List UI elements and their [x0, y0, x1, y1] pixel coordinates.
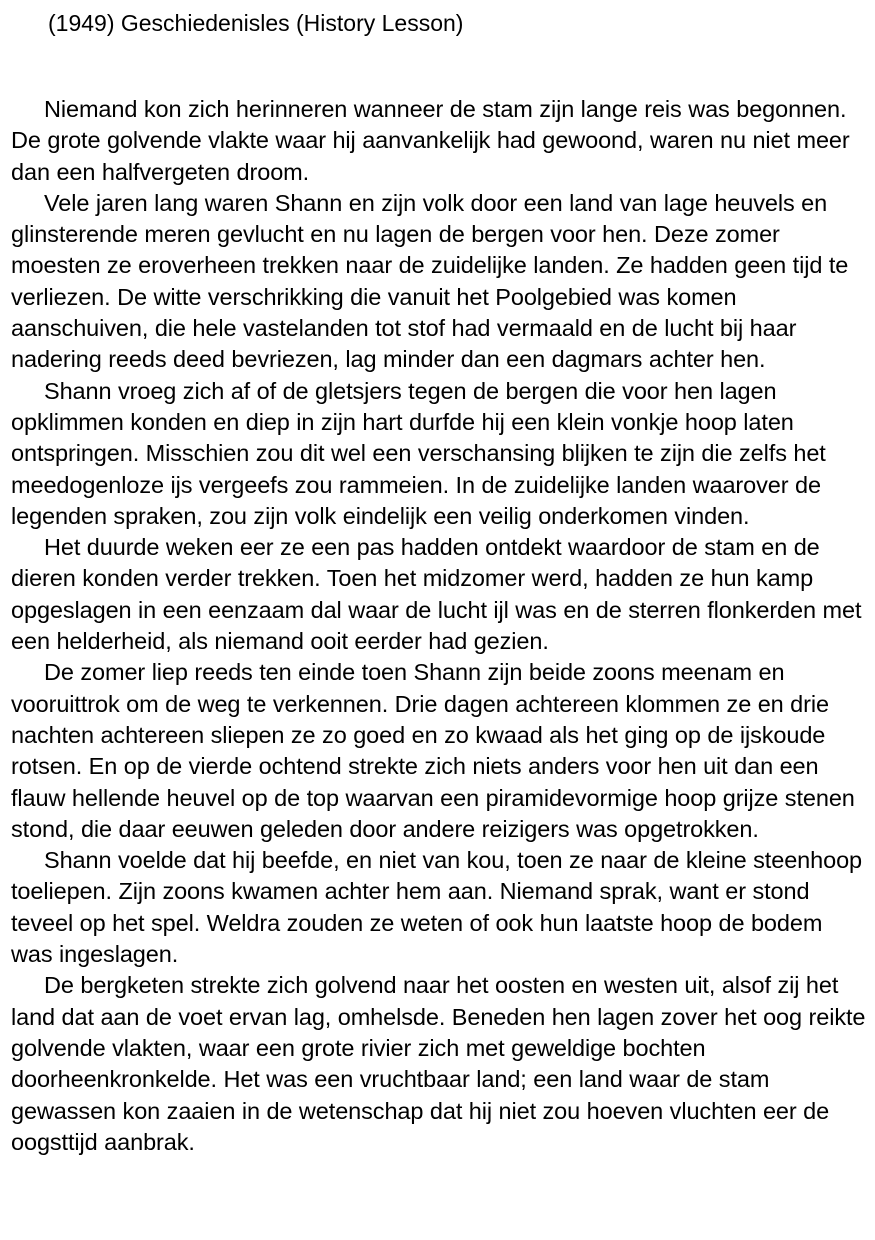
paragraph: Het duurde weken eer ze een pas hadden ontdekt waardoor de stam en de dieren konden verder trekken. Toen het midzomer werd, hadden ze hun kamp opgeslagen in een eenzaam dal waar de lucht ijl was en de sterren flonkerden met een helderheid, als niemand ooit eerder had gezien.	[11, 534, 862, 655]
page-title: (1949) Geschiedenisles (History Lesson)	[48, 10, 464, 36]
document-body	[11, 94, 866, 1158]
paragraph: Niemand kon zich herinneren wanneer de stam zijn lange reis was begonnen. De grote golvende vlakte waar hij aanvankelijk had gewoond, waren nu niet meer dan een halfvergeten droom.	[11, 96, 850, 185]
paragraph: Shann voelde dat hij beefde, en niet van kou, toen ze naar de kleine steenhoop toeliepen. Zijn zoons kwamen achter hem aan. Niemand sprak, want er stond teveel op het spel. Weldra zouden ze weten of ook hun laatste hoop de bodem was ingeslagen.	[11, 847, 863, 968]
paragraph: Shann vroeg zich af of de gletsjers tegen de bergen die voor hen lagen opklimmen konden en diep in zijn hart durfde hij een klein vonkje hoop laten ontspringen. Misschien zou dit wel een verschansing blijken te zijn die zelfs het meedogenloze ijs vergeefs zou rammeien. In de zuidelijke landen waarover de legenden spraken, zou zijn volk eindelijk een veilig onderkomen vinden.	[11, 377, 826, 529]
paragraph: Vele jaren lang waren Shann en zijn volk door een land van lage heuvels en glinsterende meren gevlucht en nu lagen de bergen voor hen. Deze zomer moesten ze eroverheen trekken naar de zuidelijke landen. Ze hadden geen tijd te verliezen. De witte verschrikking die vanuit het Poolgebied was komen aanschuiven, die hele vastelanden tot stof had vermaald en de lucht bij haar nadering reeds deed bevriezen, lag minder dan een dagmars achter hen.	[11, 189, 849, 373]
paragraph: De bergketen strekte zich golvend naar het oosten en westen uit, alsof zij het land dat aan de voet ervan lag, omhelsde. Beneden hen lagen zover het oog reikte golvende vlakten, waar een grote rivier zich met geweldige bochten doorheenkronkelde. Het was een vruchtbaar land; een land waar de stam gewassen kon zaaien in de wetenschap dat hij niet zou hoeven vluchten eer de oogsttijd aanbrak.	[11, 972, 866, 1155]
paragraph: De zomer liep reeds ten einde toen Shann zijn beide zoons meenam en vooruittrok om de weg te verkennen. Drie dagen achtereen klommen ze en drie nachten achtereen sliepen ze zo goed en zo kwaad als het ging op de ijskoude rotsen. En op de vierde ochtend strekte zich niets anders voor hen uit dan een flauw hellende heuvel op de top waarvan een piramidevormige hoop grijze stenen stond, die daar eeuwen geleden door andere reizigers was opgetrokken.	[11, 659, 855, 842]
